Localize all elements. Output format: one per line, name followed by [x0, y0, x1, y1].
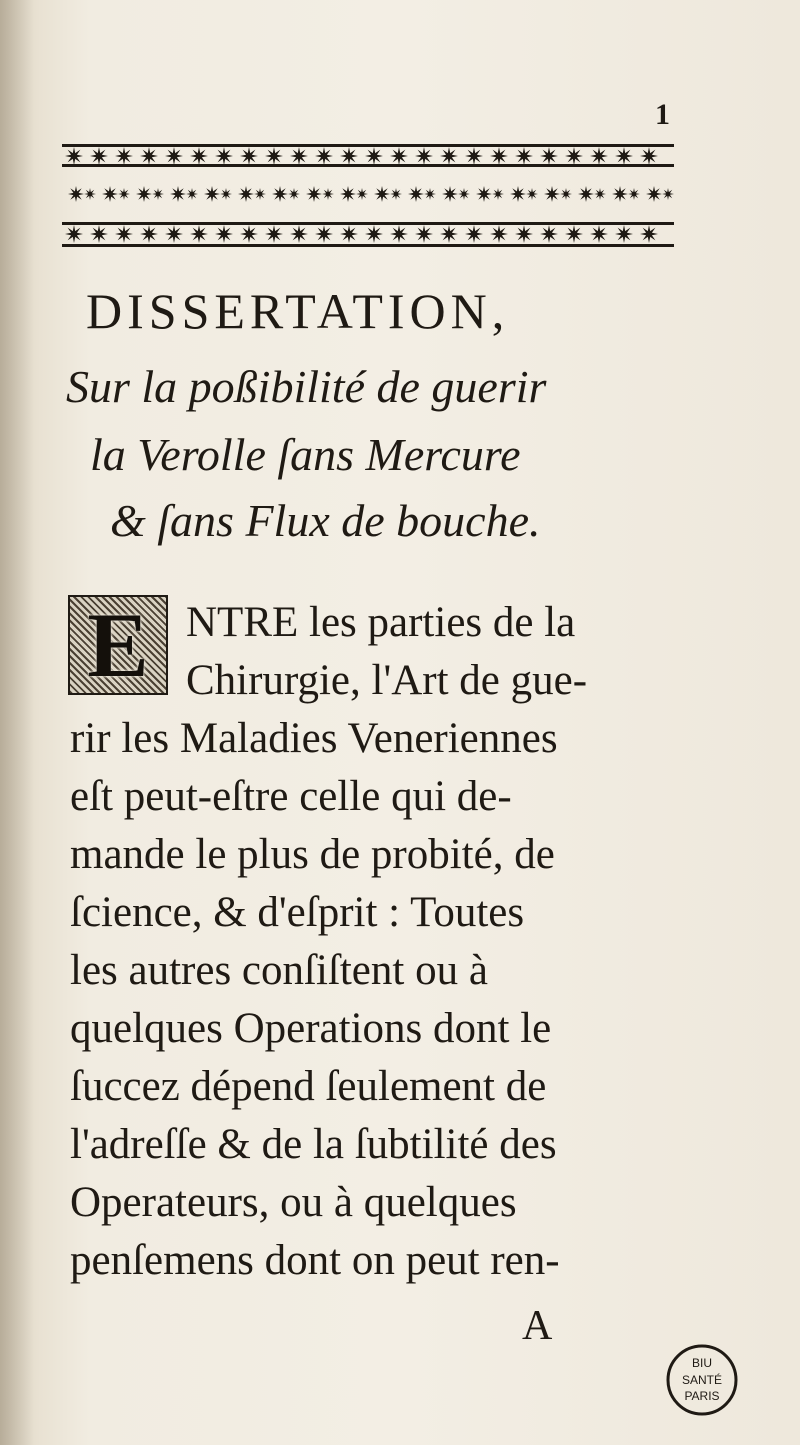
stamp-line-1: BIU	[691, 1356, 713, 1370]
subtitle-line-3: & ſans Flux de bouche.	[110, 495, 541, 546]
dissertation-title: DISSERTATION,	[86, 283, 510, 339]
body-line-1: NTRE les parties de la	[186, 599, 576, 646]
body-line-8: quelques Operations dont le	[70, 1005, 552, 1052]
subtitle-line-2: la Verolle ſans Mercure	[90, 429, 521, 480]
drop-initial-letter: E	[87, 594, 149, 696]
decorated-drop-initial	[68, 595, 168, 695]
body-line-12: penſemens dont on peut ren-	[70, 1237, 560, 1284]
body-line-5: mande le plus de probité, de	[70, 831, 555, 878]
stamp-line-2: SANTÉ	[681, 1373, 723, 1387]
stamp-line-3: PARIS	[684, 1389, 720, 1403]
body-line-7: les autres conſiſtent ou à	[70, 947, 488, 994]
body-line-4: eſt peut-eſtre celle qui de-	[70, 773, 512, 820]
body-line-11: Operateurs, ou à quelques	[70, 1179, 517, 1226]
subtitle-line-1: Sur la poßibilité de guerir	[66, 361, 547, 412]
body-line-3: rir les Maladies Veneriennes	[70, 715, 558, 762]
library-stamp	[665, 1343, 739, 1417]
signature-mark: A	[522, 1303, 553, 1349]
page-number: 1	[655, 98, 670, 131]
body-line-2: Chirurgie, l'Art de gue-	[186, 657, 588, 704]
body-line-9: ſuccez dépend ſeulement de	[70, 1063, 547, 1110]
ornamental-headpiece	[62, 140, 674, 252]
body-line-10: l'adreſſe & de la ſubtilité des	[70, 1121, 557, 1168]
binding-gutter	[0, 0, 34, 1445]
body-line-6: ſcience, & d'eſprit : Toutes	[70, 889, 525, 936]
